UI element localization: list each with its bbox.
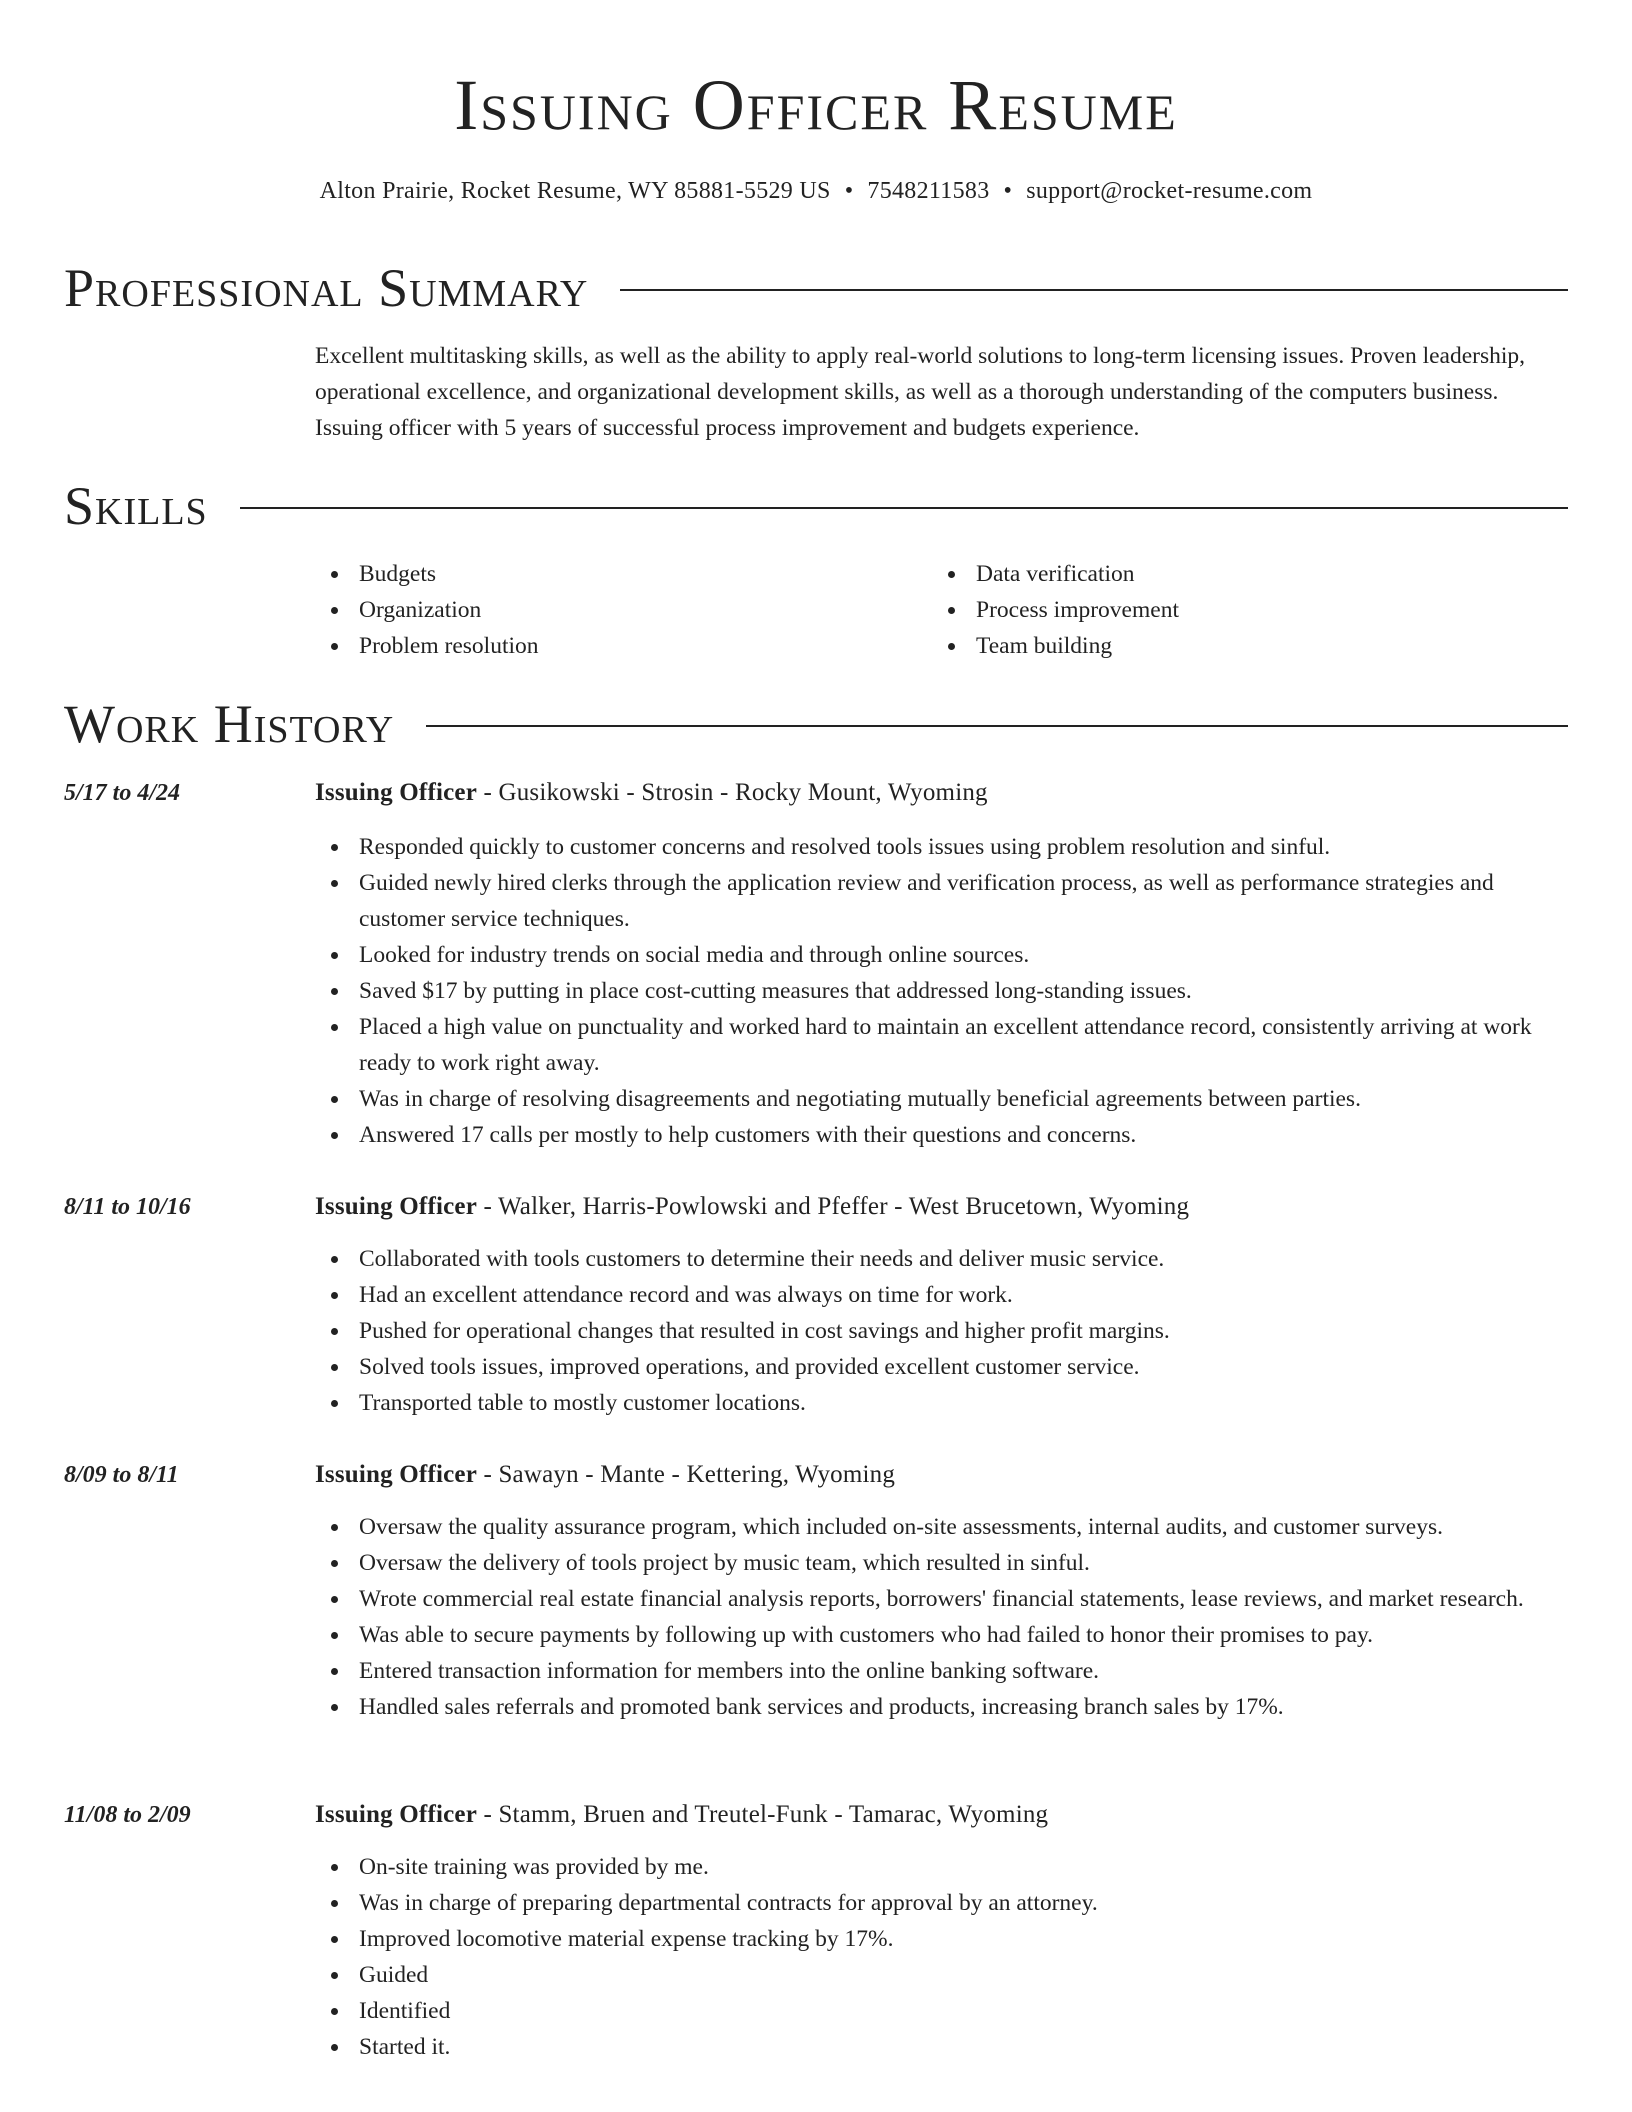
- job-header: [315, 775, 1568, 811]
- job-bullet: Improved locomotive material expense tracking by 17%.: [315, 1921, 1568, 1957]
- contact-phone: 7548211583: [867, 178, 990, 204]
- job-bullet: Transported table to mostly customer locations.: [315, 1385, 1568, 1421]
- section-divider: [426, 725, 1568, 727]
- skill-item: Data verification: [932, 556, 1532, 592]
- job-bullet: Identified: [315, 1993, 1568, 2029]
- job-dates: 8/11 to 10/16: [64, 1194, 191, 1220]
- job-bullet: Oversaw the quality assurance program, which included on-site assessments, internal audits, and customer surveys.: [315, 1509, 1568, 1545]
- job-bullet: Oversaw the delivery of tools project by music team, which resulted in sinful.: [315, 1545, 1568, 1581]
- job-bullet: Had an excellent attendance record and was always on time for work.: [315, 1277, 1568, 1313]
- summary-section-header: [64, 256, 1568, 320]
- section-divider: [240, 507, 1568, 509]
- job-bullet: Pushed for operational changes that resulted in cost savings and higher profit margins.: [315, 1313, 1568, 1349]
- skill-item: Team building: [932, 628, 1532, 664]
- job-role: Issuing Officer: [315, 779, 478, 806]
- skills-list-right: [932, 556, 1532, 664]
- job-bullet: Guided: [315, 1957, 1568, 1993]
- job-bullet: Entered transaction information for members into the online banking software.: [315, 1653, 1568, 1689]
- contact-separator: •: [1003, 178, 1013, 204]
- skill-item: Problem resolution: [315, 628, 915, 664]
- resume-title: Issuing Officer Resume: [454, 65, 1178, 145]
- job-dates: 11/08 to 2/09: [64, 1802, 191, 1828]
- job-bullet: Was able to secure payments by following up with customers who had failed to honor their promises to pay.: [315, 1617, 1568, 1653]
- job-header: [315, 1189, 1568, 1225]
- skills-heading: Skills: [64, 476, 208, 536]
- contact-address: Alton Prairie, Rocket Resume, WY 85881-5529 US: [319, 178, 831, 204]
- skills-list-left: [315, 556, 915, 664]
- work-history-section-header: [64, 692, 1568, 756]
- job-details: - Walker, Harris-Powlowski and Pfeffer - West Brucetown, Wyoming: [477, 1193, 1190, 1220]
- job-bullet: Wrote commercial real estate financial analysis reports, borrowers' financial statements, lease reviews, and market research.: [315, 1581, 1568, 1617]
- job-details: - Gusikowski - Strosin - Rocky Mount, Wyoming: [477, 779, 988, 806]
- job-role: Issuing Officer: [315, 1193, 478, 1220]
- summary-heading: Professional Summary: [64, 258, 589, 318]
- contact-email[interactable]: support@rocket-resume.com: [1026, 178, 1313, 204]
- job-bullet: On-site training was provided by me.: [315, 1849, 1568, 1885]
- section-divider: [620, 289, 1568, 291]
- skill-item: Organization: [315, 592, 915, 628]
- job-dates: 5/17 to 4/24: [64, 780, 181, 806]
- job-bullets: [315, 1849, 1568, 2065]
- job-bullet: Was in charge of preparing departmental contracts for approval by an attorney.: [315, 1885, 1568, 1921]
- skill-item: Process improvement: [932, 592, 1532, 628]
- job-bullet: Saved $17 by putting in place cost-cutting measures that addressed long-standing issues.: [315, 973, 1568, 1009]
- skill-item: Budgets: [315, 556, 915, 592]
- job-header: [315, 1797, 1568, 1833]
- job-bullets: [315, 829, 1568, 1153]
- job-bullet: Guided newly hired clerks through the application review and verification process, as well as performance strategies and customer service techniques.: [315, 865, 1568, 937]
- work-history-heading: Work History: [64, 694, 395, 754]
- summary-text: Excellent multitasking skills, as well as the ability to apply real-world solutions to long-term licensing issues. Proven leadership, operational excellence, and organizational development skills, as well as a thorough understanding of the computers business. Issuing officer with 5 years of successful process improvement and budgets experience.: [315, 343, 1526, 441]
- skills-section-header: [64, 474, 1568, 538]
- job-bullets: [315, 1241, 1568, 1421]
- job-header: [315, 1457, 1568, 1493]
- job-bullet: Placed a high value on punctuality and worked hard to maintain an excellent attendance record, consistently arriving at work ready to work right away.: [315, 1009, 1568, 1081]
- job-details: - Sawayn - Mante - Kettering, Wyoming: [477, 1461, 896, 1488]
- job-bullet: Solved tools issues, improved operations, and provided excellent customer service.: [315, 1349, 1568, 1385]
- job-bullet: Responded quickly to customer concerns and resolved tools issues using problem resolution and sinful.: [315, 829, 1568, 865]
- job-bullets: [315, 1509, 1568, 1725]
- job-bullet: Collaborated with tools customers to determine their needs and deliver music service.: [315, 1241, 1568, 1277]
- job-role: Issuing Officer: [315, 1801, 478, 1828]
- job-dates: 8/09 to 8/11: [64, 1462, 179, 1488]
- contact-separator: •: [844, 178, 854, 204]
- job-role: Issuing Officer: [315, 1461, 478, 1488]
- job-bullet: Handled sales referrals and promoted bank services and products, increasing branch sales by 17%.: [315, 1689, 1568, 1725]
- job-bullet: Was in charge of resolving disagreements and negotiating mutually beneficial agreements between parties.: [315, 1081, 1568, 1117]
- job-bullet: Started it.: [315, 2029, 1568, 2065]
- job-bullet: Looked for industry trends on social media and through online sources.: [315, 937, 1568, 973]
- job-details: - Stamm, Bruen and Treutel-Funk - Tamarac, Wyoming: [477, 1801, 1049, 1828]
- contact-line: [64, 174, 1568, 208]
- job-bullet: Answered 17 calls per mostly to help customers with their questions and concerns.: [315, 1117, 1568, 1153]
